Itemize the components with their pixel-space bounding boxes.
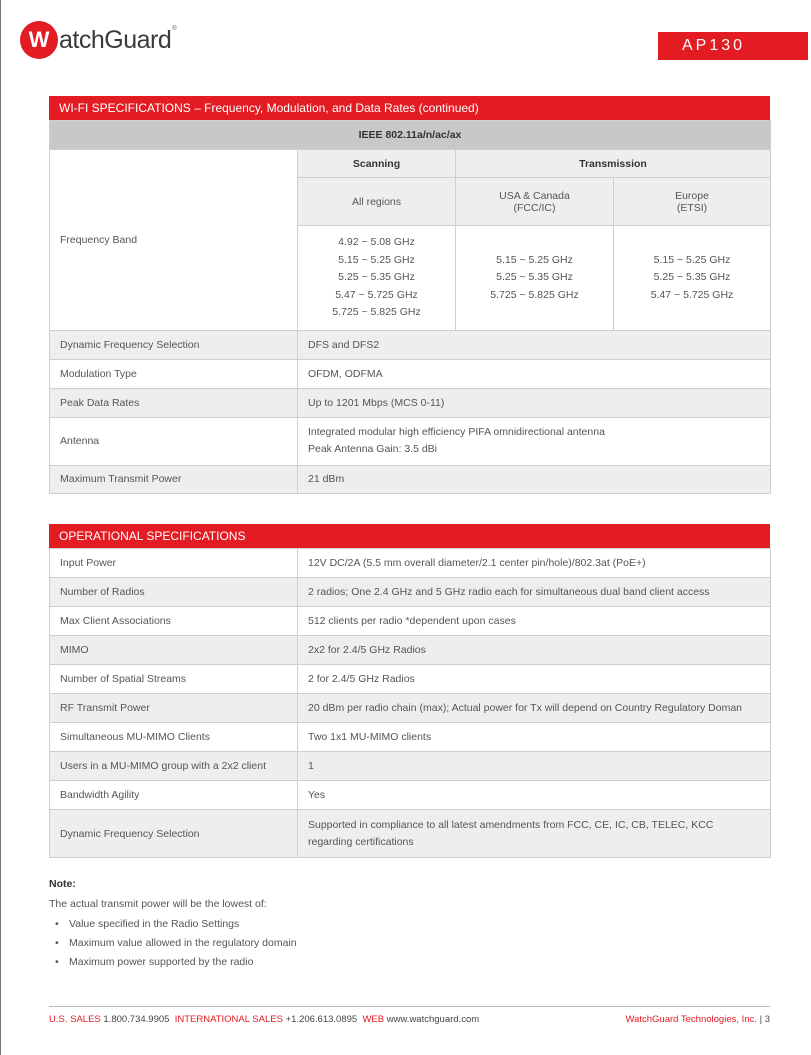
table-row (50, 636, 771, 665)
table-row (50, 694, 771, 723)
row-value: OFDM, ODFMA (298, 359, 771, 388)
operational-section-title: OPERATIONAL SPECIFICATIONS (49, 524, 770, 548)
operational-specifications-section (49, 524, 770, 858)
table-row (50, 578, 771, 607)
row-label: Bandwidth Agility (50, 781, 298, 810)
table-row (50, 723, 771, 752)
table-row (50, 810, 771, 858)
row-label: Number of Spatial Streams (50, 665, 298, 694)
row-label: Number of Radios (50, 578, 298, 607)
scanning-frequencies: 4.92 ~ 5.08 GHz 5.15 ~ 5.25 GHz 5.25 ~ 5.35 GHz 5.47 ~ 5.725 GHz 5.725 ~ 5.825 GHz (298, 226, 456, 331)
table-row (50, 465, 771, 493)
row-value: 2 radios; One 2.4 GHz and 5 GHz radio each for simultaneous dual band client access (298, 578, 771, 607)
row-label: Input Power (50, 549, 298, 578)
row-label: Peak Data Rates (50, 388, 298, 417)
table-row (50, 752, 771, 781)
us-sales-label: U.S. SALES (49, 1014, 101, 1025)
list-item: • Maximum power supported by the radio (55, 956, 254, 968)
logo-text: atchGuard® (59, 25, 177, 54)
europe-cell: Europe (ETSI) (614, 178, 771, 226)
intl-sales-label: INTERNATIONAL SALES (174, 1014, 283, 1025)
wifi-section-title: WI-FI SPECIFICATIONS – Frequency, Modulation, and Data Rates (continued) (49, 96, 770, 120)
us-sales-phone: 1.800.734.9905 (103, 1014, 170, 1025)
table-row (50, 665, 771, 694)
note-block (49, 878, 749, 975)
europe-frequencies: 5.15 ~ 5.25 GHz 5.25 ~ 5.35 GHz 5.47 ~ 5.725 GHz (614, 226, 771, 331)
web-link[interactable]: www.watchguard.com (386, 1014, 480, 1025)
page-edge (0, 0, 1, 1055)
product-name: AP130 (658, 32, 808, 60)
operational-spec-table (49, 548, 771, 858)
row-label: MIMO (50, 636, 298, 665)
row-value: 512 clients per radio *dependent upon cases (298, 607, 771, 636)
list-item: • Value specified in the Radio Settings (55, 918, 240, 930)
intl-sales-phone: +1.206.613.0895 (285, 1014, 358, 1025)
wifi-specifications-section (49, 96, 770, 494)
list-item: • Maximum value allowed in the regulatory domain (55, 937, 297, 949)
max-power-label: Maximum Transmit Power (50, 465, 298, 493)
footer-divider (49, 1006, 770, 1007)
row-value: 12V DC/2A (5.5 mm overall diameter/2.1 center pin/hole)/802.3at (PoE+) (298, 549, 771, 578)
table-row (50, 417, 771, 465)
row-label: Dynamic Frequency Selection (50, 330, 298, 359)
row-value: Two 1x1 MU-MIMO clients (298, 723, 771, 752)
row-label: Simultaneous MU-MIMO Clients (50, 723, 298, 752)
note-title: Note: (49, 878, 76, 890)
row-label: RF Transmit Power (50, 694, 298, 723)
watchguard-logo (20, 20, 176, 60)
table-row (50, 388, 771, 417)
table-row (50, 549, 771, 578)
row-label: Modulation Type (50, 359, 298, 388)
table-row (50, 607, 771, 636)
max-power-value: 21 dBm (298, 465, 771, 493)
footer (49, 1014, 770, 1025)
page-number: 3 (764, 1014, 770, 1025)
row-value: Yes (298, 781, 771, 810)
web-label: WEB (362, 1014, 385, 1025)
row-value: 2x2 for 2.4/5 GHz Radios (298, 636, 771, 665)
row-value: Up to 1201 Mbps (MCS 0-11) (298, 388, 771, 417)
table-row (50, 781, 771, 810)
row-value: 2 for 2.4/5 GHz Radios (298, 665, 771, 694)
row-label: Users in a MU-MIMO group with a 2x2 client (50, 752, 298, 781)
antenna-label: Antenna (50, 417, 298, 465)
usa-frequencies: 5.15 ~ 5.25 GHz 5.25 ~ 5.35 GHz 5.725 ~ 5.825 GHz (456, 226, 614, 331)
standard-header: IEEE 802.11a/n/ac/ax (50, 121, 771, 150)
footer-company: WatchGuard Technologies, Inc. | 3 (625, 1014, 770, 1025)
row-value: 20 dBm per radio chain (max); Actual power for Tx will depend on Country Regulatory Doman (298, 694, 771, 723)
row-value: DFS and DFS2 (298, 330, 771, 359)
frequency-band-label: Frequency Band (50, 150, 298, 331)
antenna-value: Integrated modular high efficiency PIFA omnidirectional antenna Peak Antenna Gain: 3.5 dBi (298, 417, 771, 465)
all-regions-cell: All regions (298, 178, 456, 226)
scanning-header: Scanning (298, 150, 456, 178)
table-row (50, 359, 771, 388)
wifi-spec-table (49, 120, 771, 494)
dfs-value: Supported in compliance to all latest amendments from FCC, CE, IC, CB, TELEC, KCC regarding certifications (298, 810, 771, 858)
note-intro: The actual transmit power will be the lowest of: (49, 898, 267, 910)
logo-mark: W (20, 21, 58, 59)
table-row (50, 330, 771, 359)
dfs-label: Dynamic Frequency Selection (50, 810, 298, 858)
usa-canada-cell: USA & Canada (FCC/IC) (456, 178, 614, 226)
row-label: Max Client Associations (50, 607, 298, 636)
row-value: 1 (298, 752, 771, 781)
transmission-header: Transmission (456, 150, 771, 178)
